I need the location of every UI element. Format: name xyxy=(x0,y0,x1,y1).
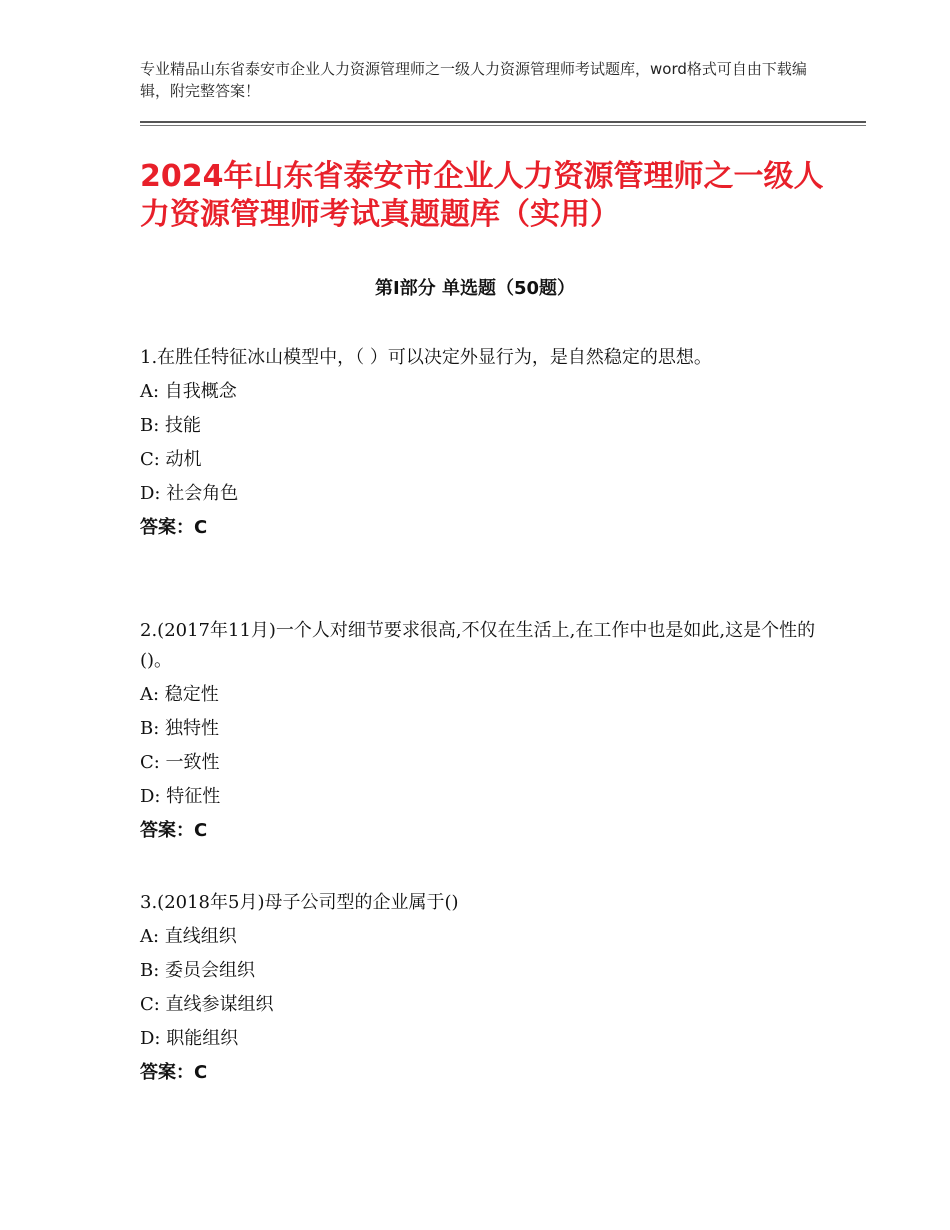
question-stem: 3.(2018年5月)母子公司型的企业属于() xyxy=(140,892,459,913)
header-divider-thick xyxy=(140,121,866,123)
answer: 答案：C xyxy=(140,820,208,841)
option-c: C: 一致性 xyxy=(140,752,220,773)
answer: 答案：C xyxy=(140,517,208,538)
question-2 xyxy=(140,616,820,850)
option-d: D: 特征性 xyxy=(140,786,221,807)
header-note: 专业精品山东省泰安市企业人力资源管理师之一级人力资源管理师考试题库，word格式可自由下载编辑，附完整答案！ xyxy=(140,60,807,100)
option-b: B: 委员会组织 xyxy=(140,960,256,981)
option-b: B: 技能 xyxy=(140,415,202,436)
header-divider-thin xyxy=(140,125,866,126)
document-title: 2024年山东省泰安市企业人力资源管理师之一级人力资源管理师考试真题题库（实用） xyxy=(140,159,824,232)
option-a: A: 直线组织 xyxy=(140,926,237,947)
answer: 答案：C xyxy=(140,1062,208,1083)
option-d: D: 社会角色 xyxy=(140,483,239,504)
section-title: 第Ⅰ部分 单选题（50题） xyxy=(374,278,575,299)
option-a: A: 自我概念 xyxy=(140,381,237,402)
question-3 xyxy=(140,888,820,1092)
question-stem: 1.在胜任特征冰山模型中，（ ）可以决定外显行为，是自然稳定的思想。 xyxy=(140,347,712,368)
option-b: B: 独特性 xyxy=(140,718,220,739)
question-1 xyxy=(140,343,820,547)
option-c: C: 动机 xyxy=(140,449,202,470)
option-a: A: 稳定性 xyxy=(140,684,219,705)
option-d: D: 职能组织 xyxy=(140,1028,239,1049)
option-c: C: 直线参谋组织 xyxy=(140,994,274,1015)
question-stem: 2.(2017年11月)一个人对细节要求很高,不仅在生活上,在工作中也是如此,这是个性的()。 xyxy=(140,620,816,671)
